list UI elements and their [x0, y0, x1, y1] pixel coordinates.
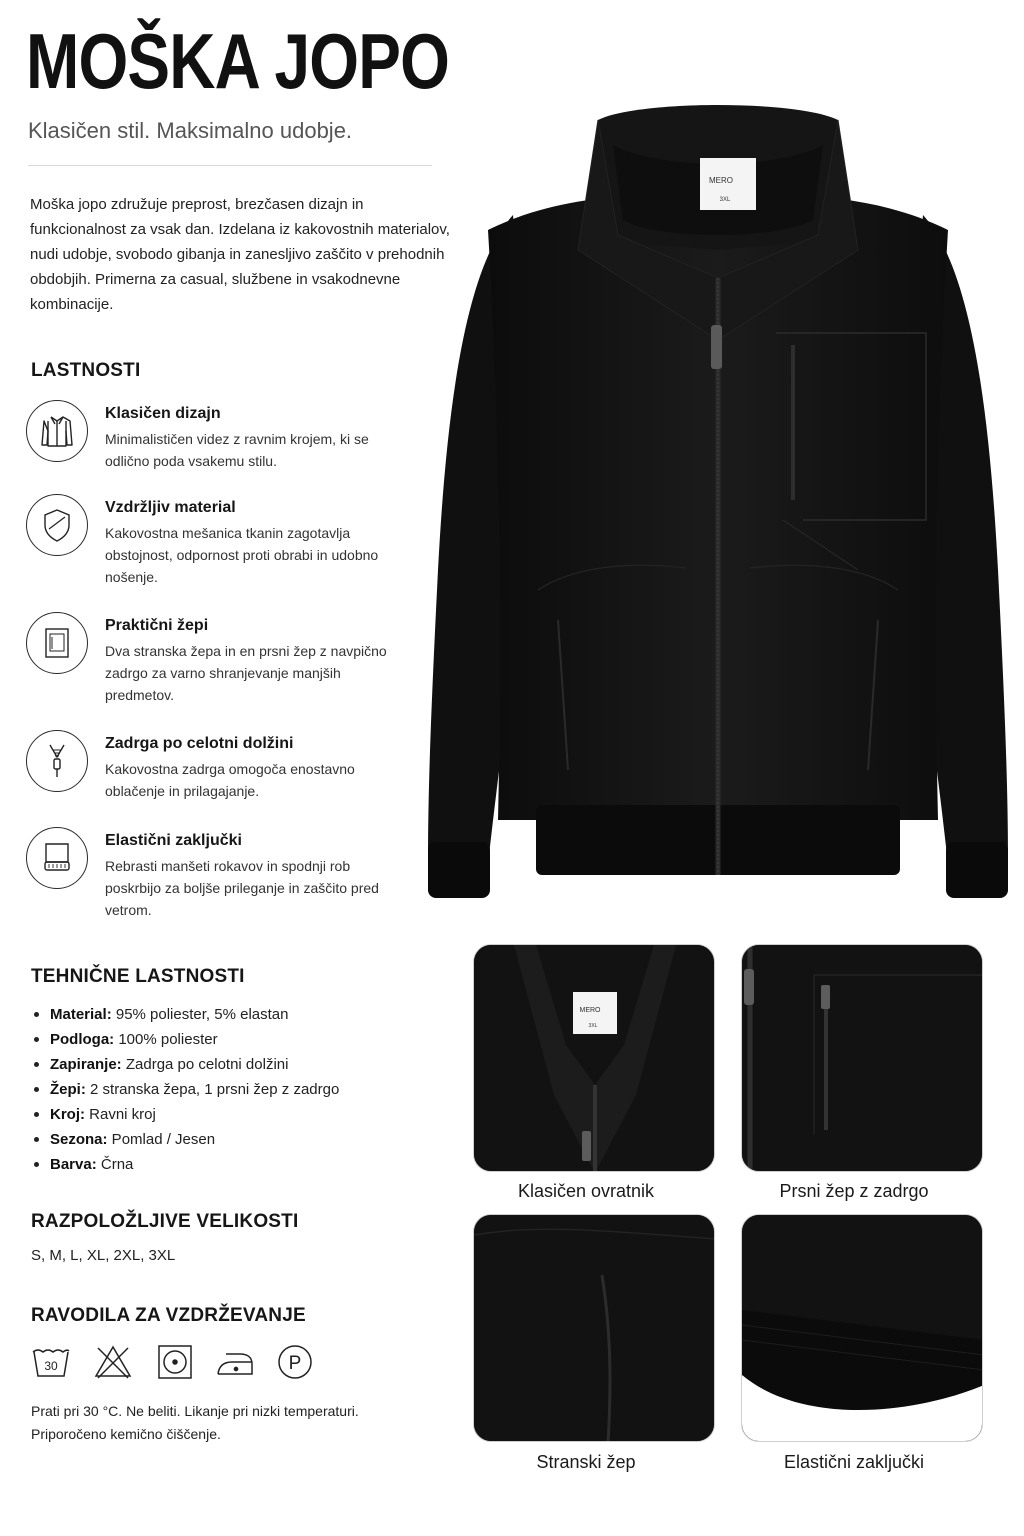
no-bleach-icon [92, 1342, 134, 1382]
jacket-icon [26, 400, 88, 462]
page-title: MOŠKA JOPO [26, 17, 450, 105]
spec-item: Material: 95% poliester, 5% elastan [32, 1002, 339, 1027]
feature-title: Vzdržljiv material [105, 499, 236, 516]
care-text: Prati pri 30 °C. Ne beliti. Likanje pri nizki temperaturi. Priporočeno kemično čiščenje. [31, 1403, 359, 1442]
features-heading: LASTNOSTI [31, 360, 141, 381]
detail-caption: Klasičen ovratnik [517, 1181, 655, 1201]
feature-desc: Kakovostna mešanica tkanin zagotavlja obstojnost, odpornost proti obrabi in udobno nošenje. [105, 525, 379, 585]
feature-item [26, 494, 426, 614]
feature-item [26, 827, 426, 947]
svg-text:P: P [288, 1353, 302, 1374]
feature-desc: Kakovostna zadrga omogoča enostavno oblačenje in prilagajanje. [105, 761, 355, 799]
svg-text:3XL: 3XL [588, 1023, 598, 1029]
spec-item: Zapiranje: Zadrga po celotni dolžini [32, 1052, 339, 1077]
detail-side-pocket-image [473, 1214, 715, 1442]
spec-item: Žepi: 2 stranska žepa, 1 prsni žep z zadrgo [32, 1077, 339, 1102]
iron-low-icon [214, 1342, 256, 1382]
detail-collar-image [473, 944, 715, 1172]
detail-caption: Elastični zaključki [783, 1452, 925, 1472]
sizes-list: S, M, L, XL, 2XL, 3XL [31, 1247, 176, 1264]
care-heading: RAVODILA ZA VZDRŽEVANJE [31, 1305, 306, 1326]
divider [28, 165, 432, 166]
feature-title: Praktični žepi [105, 617, 209, 634]
svg-text:MERO: MERO [579, 1007, 601, 1014]
spec-item: Sezona: Pomlad / Jesen [32, 1127, 339, 1152]
spec-item: Kroj: Ravni kroj [32, 1102, 339, 1127]
feature-desc: Dva stranska žepa in en prsni žep z navpično zadrgo za varno shranjevanje manjših predmetov. [105, 643, 387, 703]
svg-text:30: 30 [44, 1359, 58, 1373]
cuff-icon [26, 827, 88, 889]
specs-list [32, 1002, 339, 1177]
wash-30-icon [30, 1342, 72, 1382]
specs-heading: TEHNIČNE LASTNOSTI [31, 966, 245, 987]
feature-item [26, 612, 426, 732]
detail-caption: Prsni žep z zadrgo [779, 1181, 929, 1201]
care-symbols [30, 1342, 330, 1382]
dry-clean-icon [274, 1342, 316, 1382]
detail-chest-pocket-image [741, 944, 983, 1172]
zipper-icon [26, 730, 88, 792]
product-image [418, 100, 1018, 918]
detail-caption: Stranski žep [536, 1452, 636, 1472]
pocket-icon [26, 612, 88, 674]
intro-text: Moška jopo združuje preprost, brezčasen dizajn in funkcionalnost za vsak dan. Izdelana iz kakovostnih materialov, nudi udobje, svobodo gibanja in zanesljivo zaščito v prehodnih obdobjih. Primerna za casual, službene in vsakodnevne kombinacije. [30, 196, 450, 313]
page-subtitle: Klasičen stil. Maksimalno udobje. [28, 118, 353, 143]
sizes-heading: RAZPOLOŽLJIVE VELIKOSTI [31, 1211, 299, 1232]
svg-text:3XL: 3XL [719, 197, 731, 203]
spec-item: Podloga: 100% poliester [32, 1027, 339, 1052]
feature-desc: Minimalističen videz z ravnim krojem, ki se odlično poda vsakemu stilu. [105, 431, 369, 469]
feature-desc: Rebrasti manšeti rokavov in spodnji rob poskrbijo za boljše prileganje in zaščito pred vetrom. [105, 858, 379, 918]
feature-title: Elastični zaključki [105, 832, 242, 849]
tumble-dry-icon [154, 1342, 196, 1382]
feature-title: Klasičen dizajn [105, 405, 221, 422]
shield-icon [26, 494, 88, 556]
detail-cuffs-image [741, 1214, 983, 1442]
spec-item: Barva: Črna [32, 1152, 339, 1177]
svg-text:MERO: MERO [709, 176, 733, 185]
feature-title: Zadrga po celotni dolžini [105, 735, 294, 752]
